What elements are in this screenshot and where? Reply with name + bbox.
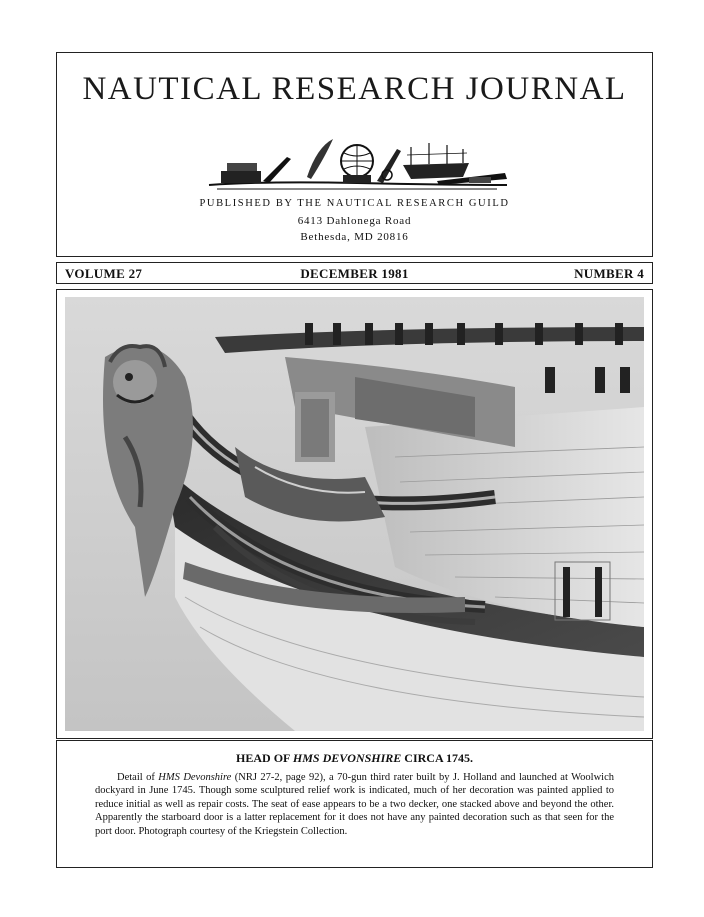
caption-body-text: (NRJ 27-2, page 92), a 70-gun third rater built by J. Holland and launched at Woolwich dockyard in June 1745. Though some sculptured relief work is indicated, much of her decoration was painted applied to reduce initial as well as repair costs. The seat of ease appears to be a two decker, one stacked above and beyond the other. Apparently the starboard door is a latter replacement for it does not have any painted decoration such as that seen for the port door. Photograph courtesy of the Kriegstein Collection.: [95, 772, 615, 837]
address-city: Bethesda, MD 20816: [300, 231, 409, 243]
caption-body-ship: HMS Devonshire: [158, 772, 232, 783]
caption-box: [56, 740, 653, 868]
caption-title: [57, 751, 652, 766]
masthead: [56, 52, 653, 257]
publisher-line: PUBLISHED BY THE NAUTICAL RESEARCH GUILD: [199, 198, 510, 209]
issue-info-bar: [56, 262, 653, 284]
caption-title-prefix: HEAD OF: [236, 751, 293, 765]
caption-body: [95, 771, 614, 838]
caption-body-prefix: Detail of: [117, 772, 159, 783]
issue-date: DECEMBER 1981: [300, 266, 409, 281]
issue-volume: VOLUME 27: [65, 266, 143, 281]
caption-title-suffix: CIRCA 1745.: [401, 751, 473, 765]
caption-title-ship: HMS DEVONSHIRE: [292, 751, 402, 765]
issue-number: NUMBER 4: [574, 266, 644, 281]
nautical-instruments-emblem: [207, 137, 511, 197]
address-street: 6413 Dahlonega Road: [297, 215, 412, 227]
cover-photo-frame: [56, 289, 653, 739]
ship-model-bow-photo: [65, 297, 644, 731]
journal-title: NAUTICAL RESEARCH JOURNAL: [82, 71, 627, 107]
